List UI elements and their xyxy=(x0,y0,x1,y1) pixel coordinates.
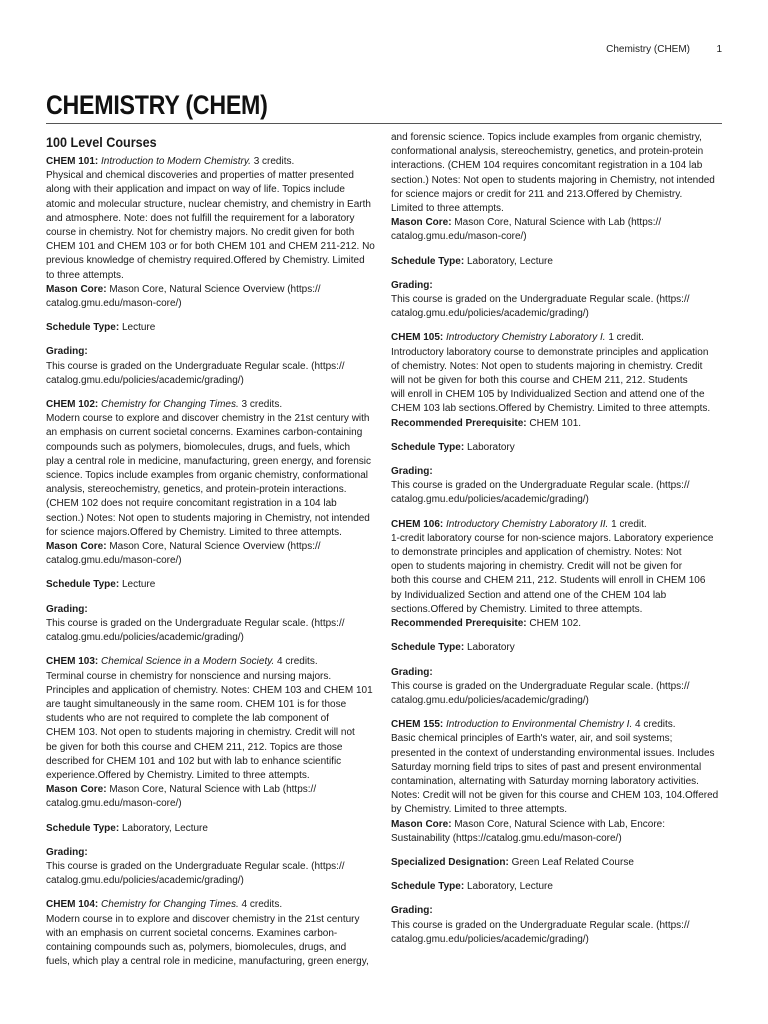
course-credits: 4 credits. xyxy=(635,719,676,731)
grading-label: Grading: xyxy=(46,846,88,858)
schedule-type-label: Schedule Type: xyxy=(46,322,120,334)
course-code: CHEM 104: xyxy=(46,899,99,911)
description-line: Modern course to explore and discover chemistry in the 21st century with xyxy=(46,413,370,425)
course-title: Introductory Chemistry Laboratory I. xyxy=(446,332,606,344)
schedule-type-label: Schedule Type: xyxy=(391,441,465,453)
description-line: presented in the context of understanding environmental issues. Includes xyxy=(391,747,715,759)
schedule-type-label: Schedule Type: xyxy=(391,642,465,654)
prereq-value: CHEM 102. xyxy=(529,618,582,630)
prereq-line xyxy=(391,617,721,631)
description-line: 1-credit laboratory course for non-science majors. Laboratory experience xyxy=(391,532,714,544)
course-heading xyxy=(46,155,376,169)
schedule-type-line xyxy=(391,441,721,455)
description-line: with an emphasis on current societal concerns. Examines carbon- xyxy=(46,927,338,939)
description-line: Modern course in to explore and discover chemistry in the 21st century xyxy=(46,913,360,925)
description-line: previous knowledge of chemistry required.Offered by Chemistry. Limited xyxy=(46,255,365,267)
mason-core-link[interactable]: catalog.gmu.edu/mason-core/) xyxy=(46,555,182,567)
course-title: Chemistry for Changing Times. xyxy=(101,399,239,411)
grading-text: This course is graded on the Undergraduate Regular scale. (https:// xyxy=(391,294,690,306)
description-line: to demonstrate principles and application of chemistry. Notes: Not xyxy=(391,547,682,559)
prereq-value: CHEM 101. xyxy=(529,417,582,429)
grading-link[interactable]: catalog.gmu.edu/policies/academic/grading/) xyxy=(391,494,589,506)
schedule-type-value: Laboratory xyxy=(466,642,515,654)
schedule-type-label: Schedule Type: xyxy=(46,822,120,834)
grading-label: Grading: xyxy=(391,466,433,478)
mason-core-value: Mason Core, Natural Science with Lab (https:// xyxy=(109,784,317,796)
grading-text: This course is graded on the Undergraduate Regular scale. (https:// xyxy=(391,480,690,492)
course-credits: 3 credits. xyxy=(241,399,283,411)
description-line: play a central role in medicine, manufacturing, green energy, and forensic xyxy=(46,455,371,467)
grading-link[interactable]: catalog.gmu.edu/policies/academic/grading/) xyxy=(391,308,589,320)
mason-core-line xyxy=(46,540,376,554)
course-title: Introduction to Modern Chemistry. xyxy=(101,156,251,167)
description-line: CHEM 103. Not open to students majoring in chemistry. Credit will not xyxy=(46,727,355,739)
course-heading xyxy=(46,898,376,912)
description-line: Limited to three attempts. xyxy=(391,203,504,215)
description-line: Introductory laboratory course to demonstrate principles and application xyxy=(391,346,709,358)
course-code: CHEM 155: xyxy=(391,719,444,731)
description-line: both this course and CHEM 211, 212. Students will enroll in CHEM 106 xyxy=(391,575,706,587)
running-title: Chemistry (CHEM) xyxy=(606,44,690,55)
course-heading xyxy=(391,718,721,732)
course-code: CHEM 101: xyxy=(46,156,99,167)
course-code: CHEM 105: xyxy=(391,332,444,344)
schedule-type-value: Laboratory, Lecture xyxy=(466,881,553,893)
mason-core-link[interactable]: catalog.gmu.edu/mason-core/) xyxy=(391,231,527,243)
schedule-type-value: Lecture xyxy=(121,322,156,334)
description-line: (CHEM 102 does not require concomitant registration in a 104 lab xyxy=(46,498,337,510)
schedule-type-line xyxy=(46,822,376,836)
schedule-type-line xyxy=(391,255,721,269)
description-line: Physical and chemical discoveries and properties of matter presented xyxy=(46,170,354,182)
schedule-type-line xyxy=(46,321,376,335)
course-chem101 xyxy=(46,155,376,388)
mason-core-value: Mason Core, Natural Science Overview (https:// xyxy=(109,283,321,295)
grading-label: Grading: xyxy=(391,666,433,678)
section-heading: 100 Level Courses xyxy=(46,134,157,150)
description-line: sections.Offered by Chemistry. Limited to three attempts. xyxy=(391,603,643,615)
description-line: Saturday morning field trips to sites of past and present environmental xyxy=(391,761,702,773)
schedule-type-value: Laboratory, Lecture xyxy=(121,822,208,834)
grading-link[interactable]: catalog.gmu.edu/policies/academic/grading/) xyxy=(46,632,244,644)
description-line: for science majors or credit for 211 and 213.Offered by Chemistry. xyxy=(391,188,683,200)
description-line: section.) Notes: Not open to students majoring in Chemistry, not intended xyxy=(46,512,370,524)
schedule-type-line xyxy=(391,880,721,894)
schedule-type-value: Laboratory xyxy=(466,441,515,453)
mason-core-value: Mason Core, Natural Science Overview (https:// xyxy=(109,541,321,553)
description-line: and forensic science. Topics include examples from organic chemistry, xyxy=(391,132,702,143)
description-line: fuels, which play a central role in medicine, manufacturing, green energy, xyxy=(46,956,369,968)
description-line: open to students majoring in chemistry. Credit will not be given for xyxy=(391,561,683,573)
description-line: of chemistry. Notes: Not open to students majoring in chemistry. Credit xyxy=(391,360,703,372)
course-credits: 1 credit. xyxy=(608,332,644,344)
description-line: compounds such as polymers, biomolecules, drugs, and fuels, which xyxy=(46,441,351,453)
grading-link[interactable]: catalog.gmu.edu/policies/academic/grading/) xyxy=(46,374,244,386)
course-chem106 xyxy=(391,518,721,708)
mason-core-line xyxy=(391,818,721,832)
grading-text: This course is graded on the Undergraduate Regular scale. (https:// xyxy=(46,360,345,372)
course-title: Chemical Science in a Modern Society. xyxy=(101,656,275,668)
course-heading xyxy=(46,398,376,412)
course-credits: 3 credits. xyxy=(253,156,295,167)
mason-core-line xyxy=(391,216,721,230)
mason-core-link[interactable]: catalog.gmu.edu/mason-core/) xyxy=(46,298,182,310)
mason-core-value: Mason Core, Natural Science with Lab (https:// xyxy=(454,217,662,229)
course-chem104-continued xyxy=(391,131,721,321)
course-credits: 4 credits. xyxy=(277,656,318,668)
description-line: described for CHEM 101 and 102 but with lab to enhance scientific xyxy=(46,755,342,767)
description-line: are taught simultaneously in the same room. CHEM 101 is for those xyxy=(46,698,347,710)
grading-text: This course is graded on the Undergraduate Regular scale. (https:// xyxy=(391,919,690,931)
course-chem105 xyxy=(391,331,721,507)
grading-link[interactable]: catalog.gmu.edu/policies/academic/grading/) xyxy=(46,875,244,887)
prereq-label: Recommended Prerequisite: xyxy=(391,417,527,429)
mason-core-link[interactable]: Sustainability (https://catalog.gmu.edu/mason-core/) xyxy=(391,832,622,844)
course-chem155 xyxy=(391,718,721,947)
course-credits: 4 credits. xyxy=(241,899,283,911)
description-line: to three attempts. xyxy=(46,269,124,281)
description-line: by Chemistry. Limited to three attempts. xyxy=(391,804,567,816)
schedule-type-label: Schedule Type: xyxy=(46,579,120,591)
description-line: be given for both this course and CHEM 211, 212. Topics are those xyxy=(46,741,343,753)
right-column xyxy=(391,131,721,947)
schedule-type-label: Schedule Type: xyxy=(391,255,465,267)
description-line: conformational analysis, stereochemistry, genetics, and protein-protein xyxy=(391,146,704,158)
grading-label: Grading: xyxy=(391,279,433,291)
page-number: 1 xyxy=(716,44,722,55)
prereq-label: Recommended Prerequisite: xyxy=(391,618,527,630)
description-line: and atmosphere. Note: does not fulfill the requirement for a laboratory xyxy=(46,212,355,224)
description-line: containing compounds such as, polymers, biomolecules, drugs, and xyxy=(46,941,347,953)
course-credits: 1 credit. xyxy=(611,518,647,530)
description-line: students who are not required to complete the lab component of xyxy=(46,713,329,725)
mason-core-value: Mason Core, Natural Science with Lab, Encore: xyxy=(454,818,666,830)
description-line: an emphasis on current societal concerns. Examines carbon-containing xyxy=(46,427,363,439)
description-line: atomic and molecular structure, nuclear chemistry, and chemistry in Earth xyxy=(46,198,371,210)
description-line: Notes: Credit will not be given for this course and CHEM 103, 104.Offered xyxy=(391,790,719,802)
course-chem103 xyxy=(46,655,376,888)
grading-text: This course is graded on the Undergraduate Regular scale. (https:// xyxy=(391,680,690,692)
description-line: course in chemistry. Not for chemistry majors. No credit given for both xyxy=(46,227,355,239)
mason-core-line xyxy=(46,783,376,797)
grading-label: Grading: xyxy=(46,603,88,615)
description-line: will enroll in CHEM 105 by Individualized Section and attend one of the xyxy=(391,389,705,401)
schedule-type-value: Lecture xyxy=(121,579,156,591)
mason-core-link[interactable]: catalog.gmu.edu/mason-core/) xyxy=(46,798,182,810)
grading-label: Grading: xyxy=(391,905,433,917)
description-line: CHEM 101 and CHEM 103 or for both CHEM 101 and CHEM 211-212. No xyxy=(46,241,375,253)
description-line: along with their application and impact on way of life. Topics include xyxy=(46,184,345,196)
description-line: for science majors.Offered by Chemistry. Limited to three attempts. xyxy=(46,526,342,538)
description-line: Principles and application of chemistry. Notes: CHEM 103 and CHEM 101 xyxy=(46,684,373,696)
mason-core-label: Mason Core: xyxy=(46,283,107,295)
grading-text: This course is graded on the Undergraduate Regular scale. (https:// xyxy=(46,860,345,872)
page-title: CHEMISTRY (CHEM) xyxy=(46,90,268,120)
description-line: science. Topics include examples from organic chemistry, conformational xyxy=(46,470,368,482)
course-heading xyxy=(391,331,721,345)
description-line: Basic chemical principles of Earth's water, air, and soil systems; xyxy=(391,733,673,745)
description-line: contamination, alternating with Saturday morning laboratory activities. xyxy=(391,775,699,787)
course-title: Introductory Chemistry Laboratory II. xyxy=(446,518,609,530)
prereq-line xyxy=(391,417,721,431)
description-line: CHEM 103 lab sections.Offered by Chemistry. Limited to three attempts. xyxy=(391,403,711,415)
mason-core-label: Mason Core: xyxy=(46,541,107,553)
description-line: section.) Notes: Not open to students majoring in Chemistry, not intended xyxy=(391,174,715,186)
grading-link[interactable]: catalog.gmu.edu/policies/academic/grading/) xyxy=(391,694,589,706)
description-line: by Individualized Section and attend one of the CHEM 104 lab xyxy=(391,589,667,601)
description-line: experience.Offered by Chemistry. Limited to three attempts. xyxy=(46,769,310,781)
course-chem104 xyxy=(46,898,376,969)
grading-text: This course is graded on the Undergraduate Regular scale. (https:// xyxy=(46,617,345,629)
course-heading xyxy=(46,655,376,669)
grading-link[interactable]: catalog.gmu.edu/policies/academic/grading/) xyxy=(391,933,589,945)
description-line: analysis, stereochemistry, genetics, and protein-protein interactions. xyxy=(46,484,347,496)
mason-core-label: Mason Core: xyxy=(391,217,452,229)
description-line: will not be given for both this course and CHEM 211, 212. Students xyxy=(391,375,688,387)
left-column xyxy=(46,131,376,969)
course-code: CHEM 103: xyxy=(46,656,99,668)
course-title: Introduction to Environmental Chemistry I. xyxy=(446,719,633,731)
schedule-type-line xyxy=(46,578,376,592)
specialized-designation-value: Green Leaf Related Course xyxy=(511,856,634,868)
course-code: CHEM 106: xyxy=(391,518,444,530)
title-divider xyxy=(46,123,722,124)
schedule-type-label: Schedule Type: xyxy=(391,881,465,893)
description-line: interactions. (CHEM 104 requires concomitant registration in a 104 lab xyxy=(391,160,703,172)
course-chem102 xyxy=(46,398,376,645)
description-line: Terminal course in chemistry for nonscience and nursing majors. xyxy=(46,670,332,682)
mason-core-label: Mason Core: xyxy=(391,818,452,830)
course-heading xyxy=(391,518,721,532)
specialized-designation-line xyxy=(391,856,721,870)
mason-core-line xyxy=(46,283,376,297)
schedule-type-value: Laboratory, Lecture xyxy=(466,255,553,267)
schedule-type-line xyxy=(391,641,721,655)
grading-label: Grading: xyxy=(46,346,88,358)
course-title: Chemistry for Changing Times. xyxy=(101,899,239,911)
course-code: CHEM 102: xyxy=(46,399,99,411)
mason-core-label: Mason Core: xyxy=(46,784,107,796)
specialized-designation-label: Specialized Designation: xyxy=(391,856,509,868)
